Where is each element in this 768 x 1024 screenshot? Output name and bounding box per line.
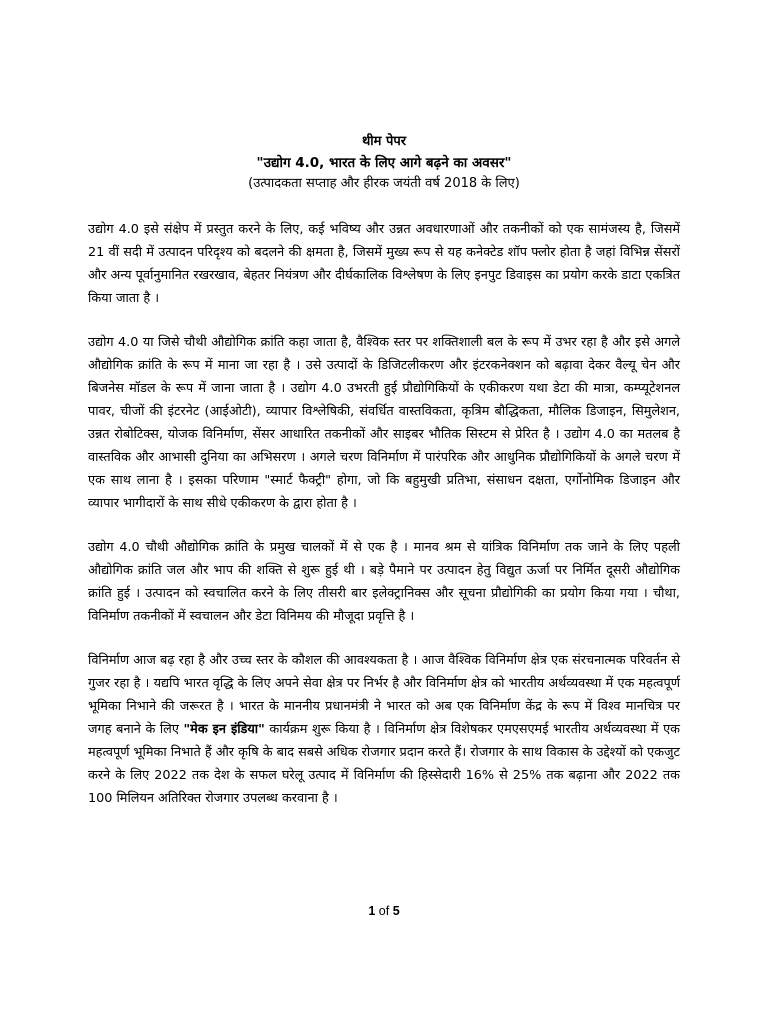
make-in-india-emphasis: "मेक इन इंडिया": [183, 722, 265, 737]
document-subtitle: "उद्योग 4.0, भारत के लिए आगे बढ़ने का अवसर": [256, 155, 512, 171]
title-block: [88, 132, 680, 194]
page-number: [0, 904, 768, 918]
page-current: 1: [368, 904, 376, 918]
document-title: थीम पेपर: [361, 134, 407, 149]
document-note: (उत्पादकता सप्ताह और हीरक जयंती वर्ष 2018 के लिए): [248, 176, 520, 191]
paragraph-3: उद्योग 4.0 चौथी औद्योगिक क्रांति के प्रमुख चालकों में से एक है । मानव श्रम से यांत्रिक विनिर्माण तक जाने के लिए पहली औद्योगिक क्रांति जल और भाप की शक्ति से शुरू हुई थी । बड़े पैमाने पर उत्पादन हेतु विद्युत ऊर्जा पर निर्मित दूसरी औद्योगिक क्रांति हुई । उत्पादन को स्वचालित करने के लिए तीसरी बार इलेक्ट्रानिक्स और सूचना प्रौद्योगिकी का प्रयोग किया गया । चौथा, विनिर्माण तकनीकों में स्वचालन और डेटा विनिमय की मौजूदा प्रवृत्ति है ।: [88, 540, 680, 624]
paragraph-1: उद्योग 4.0 इसे संक्षेप में प्रस्तुत करने के लिए, कई भविष्य और उन्नत अवधारणाओं और तकनीकों को एक सामंजस्य है, जिसमें 21 वीं सदी में उत्पादन परिदृश्य को बदलने की क्षमता है, जिसमें मुख्य रूप से यह कनेक्टेड शॉप फ्लोर होता है जहां विभिन्न सेंसरों और अन्य पूर्वानुमानित रखरखाव, बेहतर नियंत्रण और दीर्घकालिक विश्लेषण के लिए इनपुट डिवाइस का प्रयोग करके डाटा एकत्रित किया जाता है ।: [88, 222, 680, 306]
paragraph-4-text-start: विनिर्माण आज बढ़ रहा है और उच्च स्तर के कौशल की आवश्यकता है । आज वैश्विक विनिर्माण क्षेत्र एक संरचनात्मक परिवर्तन से गुजर रहा है । यद्यपि भारत वृद्धि के लिए अपने सेवा क्षेत्र पर निर्भर है और विनिर्माण क्षेत्र को भारतीय अर्थव्यवस्था में एक महत्वपूर्ण भूमिका निभाने की जरूरत है । भारत के माननीय प्रधानमंत्री ने भारत को अब एक विनिर्माण केंद्र के रूप में विश्व मानचित्र पर जगह बनाने के लिए: [88, 653, 680, 737]
paragraph-2: उद्योग 4.0 या जिसे चौथी औद्योगिक क्रांति कहा जाता है, वैश्विक स्तर पर शक्तिशाली बल के रूप में उभर रहा है और इसे अगले औद्योगिक क्रांति के रूप में माना जा रहा है । उसे उत्पादों के डिजिटलीकरण और इंटरकनेक्शन को बढ़ावा देकर वैल्यू चेन और बिजनेस मॉडल के रूप में जाना जाता है । उद्योग 4.0 उभरती हुई प्रौद्योगिकियों के एकीकरण यथा डेटा की मात्रा, कम्प्यूटेशनल पावर, चीजों की इंटरनेट (आईओटी), व्यापार विश्लेषिकी, संवर्धित वास्तविकता, कृत्रिम बौद्धिकता, मौलिक डिजाइन, सिमुलेशन, उन्नत रोबोटिक्स, योजक विनिर्माण, सेंसर आधारित तकनीकों और साइबर भौतिक सिस्टम से प्रेरित है । उद्योग 4.0 का मतलब है वास्तविक और आभासी दुनिया का अभिसरण । अगले चरण विनिर्माण में पारंपरिक और आधुनिक प्रौद्योगिकियों के अगले चरण में एक साथ लाना है । इसका परिणाम "स्मार्ट फैक्ट्री" होगा, जो कि बहुमुखी प्रतिभा, संसाधन दक्षता, एर्गोनोमिक डिजाइन और व्यापार भागीदारों के साथ सीधे एकीकरण के द्वारा होता है ।: [88, 335, 680, 511]
paragraph-4-text-end: कार्यक्रम शुरू किया है । विनिर्माण क्षेत्र विशेषकर एमएसएमई भारतीय अर्थव्यवस्था में एक महत्वपूर्ण भूमिका निभाते हैं और कृषि के बाद सबसे अधिक रोजगार प्रदान करते हैं। रोजगार के साथ विकास के उद्देश्यों को एकजुट करने के लिए 2022 तक देश के सफल घरेलू उत्पाद में विनिर्माण की हिस्सेदारी 16% से 25% तक बढ़ाना और 2022 तक 100 मिलियन अतिरिक्त रोजगार उपलब्ध करवाना है ।: [88, 722, 680, 806]
paragraph-4: [88, 649, 680, 810]
page-total: 5: [392, 904, 400, 918]
page-separator: of: [375, 904, 393, 918]
